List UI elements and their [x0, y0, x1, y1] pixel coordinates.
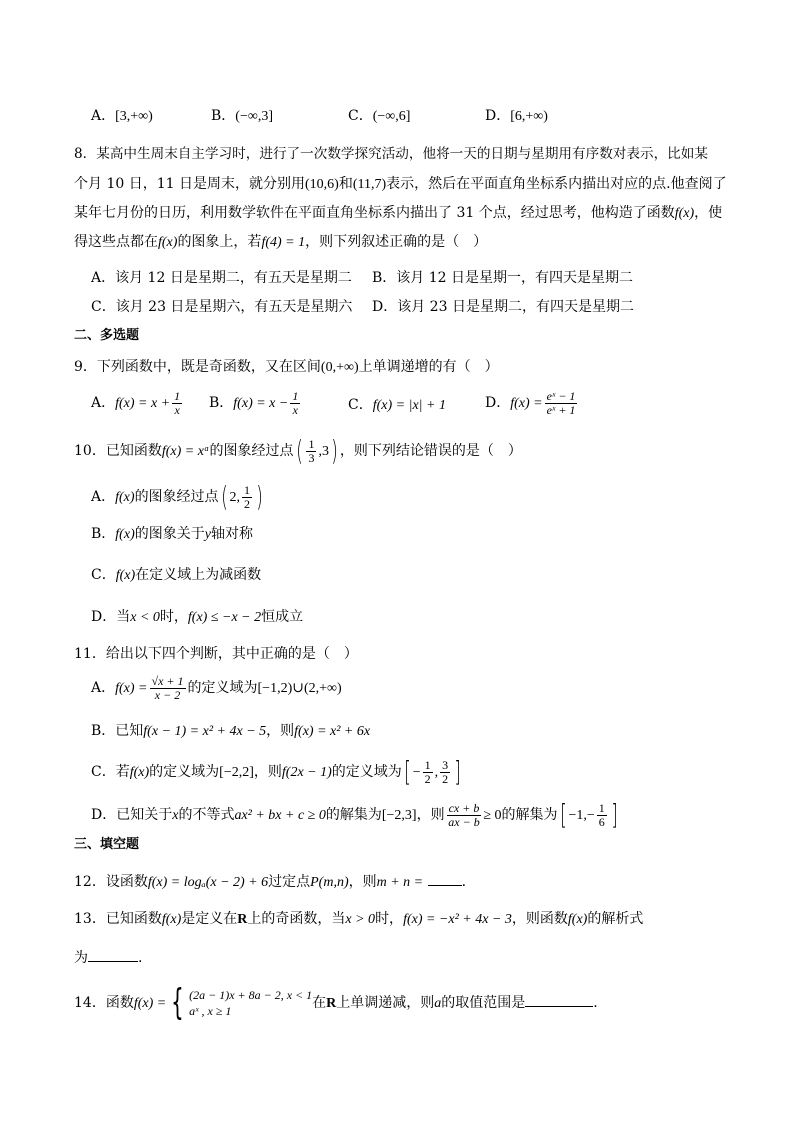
q8-option-a: A．该月 12 日是星期二，有五天是星期二 [91, 270, 352, 286]
q7-option-d: D．[6,+∞) [485, 108, 548, 124]
q8-stem-line4: 得这些点都在f(x)的图象上，若f(4) = 1，则下列叙述正确的是（ ） [74, 234, 488, 250]
q12-answer-blank[interactable] [428, 871, 462, 886]
q10-stem: 10．已知函数f(x) = xᵅ的图象经过点( $\frac{1}{3}$ ,3) ，则下列结论错误的是（ ） [74, 434, 522, 467]
q11-option-a: A．f(x) = $\frac{√x + 1}{x - 2}$ 的定义域为[−1,2)∪(2,+∞) [91, 674, 342, 702]
section-heading-multi: 二、多选题 [74, 328, 140, 343]
section-heading-fill: 三、填空题 [74, 837, 140, 852]
q9-stem: 9．下列函数中，既是奇函数，又在区间(0,+∞)上单调递增的有（ ） [74, 359, 499, 375]
q10-option-d: D．当x < 0时，f(x) ≤ −x − 2恒成立 [91, 609, 304, 625]
q13-stem-line1: 13．已知函数f(x)是定义在R上的奇函数，当x > 0时，f(x) = −x² + 4x − 3，则函数f(x)的解析式 [74, 911, 644, 927]
q7-option-a: A．[3,+∞) [91, 108, 153, 124]
q13-answer-blank[interactable] [88, 947, 138, 962]
q11-option-d: D．已知关于x的不等式ax² + bx + c ≥ 0的解集为[−2,3]，则 $\frac{cx + b}{ax - b}$ ≥ 0的解集为[ −1,− $\frac{1}{6}$ ] [91, 798, 618, 831]
q9-option-c: C．f(x) = |x| + 1 [348, 397, 446, 413]
q13-stem-line2: 为 . [74, 947, 142, 965]
q10-option-c: C．f(x)在定义域上为减函数 [91, 567, 262, 583]
q8-option-c: C．该月 23 日是星期六，有五天是星期六 [91, 299, 353, 315]
q11-option-b: B．已知f(x − 1) = x² + 4x − 5，则f(x) = x² + 6x [91, 723, 371, 739]
q8-stem-line3: 某年七月份的日历，利用数学软件在平面直角坐标系内描出了 31 个点，经过思考，他构造了函数f(x)，使 [74, 205, 723, 221]
q8-stem-line1: 8．某高中生周末自主学习时，进行了一次数学探究活动，他将一天的日期与星期用有序数对表示，比如某 [74, 146, 708, 162]
q9-option-b: B．f(x) = x − $\frac{1}{x}$ [209, 389, 299, 417]
q10-option-b: B．f(x)的图象关于y轴对称 [91, 526, 253, 542]
q11-option-c: C．若f(x)的定义域为[−2,2]，则f(2x − 1)的定义域为[ − $\frac{1}{2}$ , $\frac{3}{2}$ ] [91, 755, 461, 788]
q10-option-a: A．f(x)的图象经过点( 2, $\frac{1}{2}$ ) [91, 480, 263, 513]
q7-option-b: B．(−∞,3] [211, 108, 273, 124]
q7-option-c: C．(−∞,6] [348, 108, 411, 124]
q8-stem-line2: 个月 10 日，11 日是周末，就分别用(10,6)和(11,7)表示，然后在平面直角坐标系内描出对应的点.他查阅了 [74, 176, 727, 192]
q14-answer-blank[interactable] [525, 992, 593, 1007]
q11-stem: 11．给出以下四个判断，其中正确的是（ ） [74, 646, 358, 662]
q9-option-d: D．f(x) = $\frac{\text{eˣ − 1}}{\text{eˣ + 1}}$ [485, 389, 576, 417]
q8-option-d: D．该月 23 日是星期二，有四天是星期二 [372, 299, 634, 315]
q9-option-a: A．f(x) = x + $\frac{1}{x}$ [91, 389, 181, 417]
q8-option-b: B．该月 12 日是星期一，有四天是星期二 [372, 270, 634, 286]
q14-stem: 14．函数f(x) = { (2a − 1)x + 8a − 2, x < 1 aˣ , x ≥ 1 在R上单调递减，则a的取值范围是 . [74, 982, 598, 1023]
q12-stem: 12．设函数f(x) = logₐ(x − 2) + 6过定点P(m,n)，则m + n = . [74, 871, 466, 890]
